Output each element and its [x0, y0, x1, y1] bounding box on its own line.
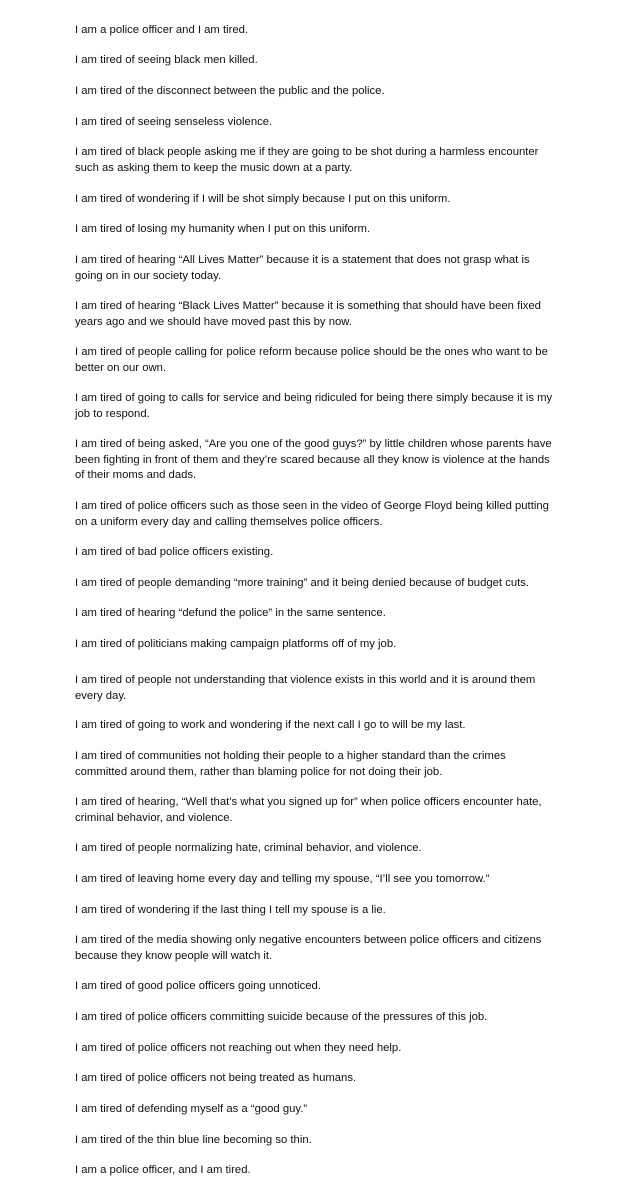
paragraph-7: I am tired of losing my humanity when I put on this uniform.: [75, 223, 371, 235]
paragraph-21: I am tired of hearing, “Well that’s what you signed up for” when police officers encounter hate, criminal behavior, and violence.: [75, 796, 542, 824]
paragraph-6: I am tired of wondering if I will be shot simply because I put on this uniform.: [75, 193, 451, 205]
paragraph-4: I am tired of seeing senseless violence.: [75, 116, 273, 128]
paragraph-5: I am tired of black people asking me if they are going to be shot during a harmless encounter such as asking them to keep the music down at a party.: [75, 146, 539, 174]
paragraph-19: I am tired of going to work and wondering if the next call I go to will be my last.: [75, 719, 466, 731]
paragraph-27: I am tired of police officers committing suicide because of the pressures of this job.: [75, 1011, 488, 1023]
paragraph-14: I am tired of bad police officers existing.: [75, 546, 274, 558]
paragraph-29: I am tired of police officers not being treated as humans.: [75, 1072, 357, 1084]
paragraph-31: I am tired of the thin blue line becoming so thin.: [75, 1134, 312, 1146]
paragraph-32: I am a police officer, and I am tired.: [75, 1164, 251, 1176]
paragraph-22: I am tired of people normalizing hate, criminal behavior, and violence.: [75, 842, 422, 854]
paragraph-23: I am tired of leaving home every day and telling my spouse, “I’ll see you tomorrow.”: [75, 873, 490, 885]
paragraph-1: I am a police officer and I am tired.: [75, 24, 249, 36]
paragraph-28: I am tired of police officers not reaching out when they need help.: [75, 1042, 402, 1054]
paragraph-20: I am tired of communities not holding their people to a higher standard than the crimes committed around them, rather than blaming police for not doing their job.: [75, 750, 506, 778]
paragraph-2: I am tired of seeing black men killed.: [75, 54, 258, 66]
paragraph-12: I am tired of being asked, “Are you one of the good guys?” by little children whose parents have been fighting in front of them and they’re scared because all they know is violence at the hands of their moms and dads.: [75, 438, 552, 481]
paragraph-17: I am tired of politicians making campaign platforms off of my job.: [75, 638, 397, 650]
paragraph-25: I am tired of the media showing only negative encounters between police officers and citizens because they know people will watch it.: [75, 934, 542, 962]
paragraph-8: I am tired of hearing “All Lives Matter” because it is a statement that does not grasp what is going on in our society today.: [75, 254, 530, 282]
paragraph-9: I am tired of hearing “Black Lives Matter” because it is something that should have been fixed years ago and we should have moved past this by now.: [75, 300, 541, 328]
paragraph-13: I am tired of police officers such as those seen in the video of George Floyd being killed putting on a uniform every day and calling themselves police officers.: [75, 500, 549, 528]
paragraph-16: I am tired of hearing “defund the police” in the same sentence.: [75, 607, 386, 619]
paragraph-26: I am tired of good police officers going unnoticed.: [75, 980, 321, 992]
paragraph-15: I am tired of people demanding “more training” and it being denied because of budget cuts.: [75, 577, 530, 589]
paragraph-24: I am tired of wondering if the last thing I tell my spouse is a lie.: [75, 904, 386, 916]
paragraph-10: I am tired of people calling for police reform because police should be the ones who want to be better on our own.: [75, 346, 548, 374]
paragraph-18: I am tired of people not understanding that violence exists in this world and it is around them every day.: [75, 674, 536, 702]
paragraph-30: I am tired of defending myself as a “good guy.”: [75, 1103, 308, 1115]
paragraph-11: I am tired of going to calls for service and being ridiculed for being there simply because it is my job to respond.: [75, 392, 553, 420]
paragraph-3: I am tired of the disconnect between the public and the police.: [75, 85, 385, 97]
